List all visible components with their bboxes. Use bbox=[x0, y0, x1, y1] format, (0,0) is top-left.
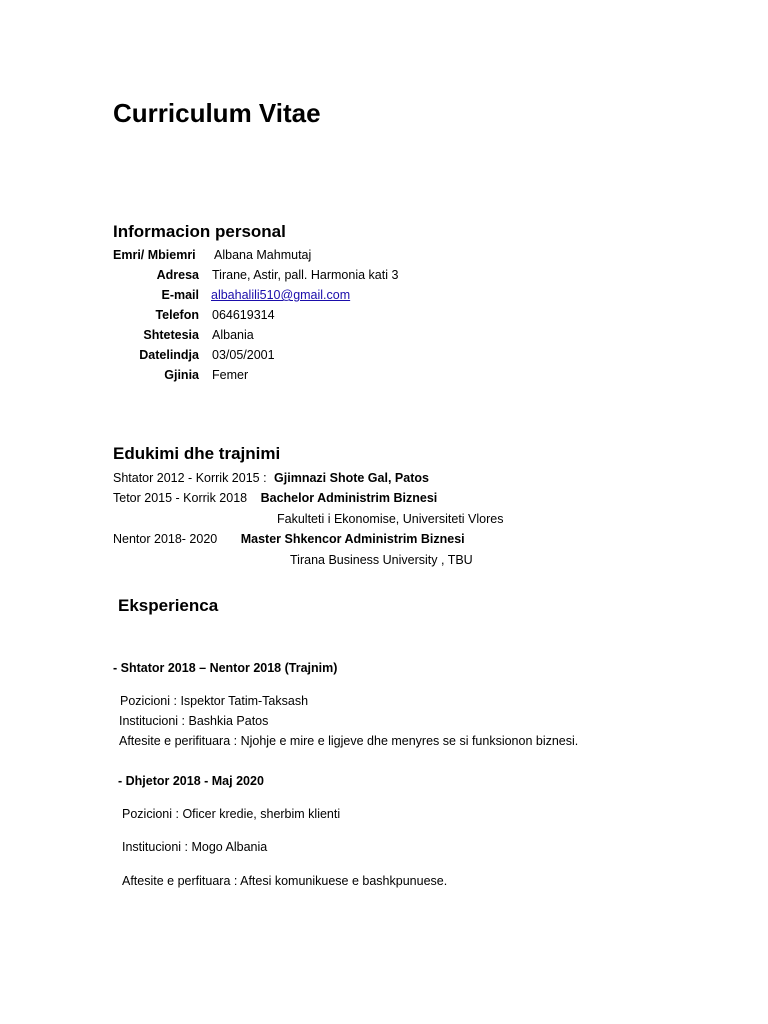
experience-heading: Eksperienca bbox=[118, 596, 219, 615]
education-degree: Gjimnazi Shote Gal, Patos bbox=[274, 471, 429, 485]
page-title: Curriculum Vitae bbox=[113, 98, 321, 128]
experience-skills: Aftesite e perfituara : Aftesi komunikuese e bashkpunuese. bbox=[122, 874, 448, 888]
education-institution: Tirana Business University , TBU bbox=[290, 553, 473, 567]
nationality-label: Shtetesia bbox=[143, 328, 199, 342]
education-entry-3 bbox=[113, 531, 465, 547]
education-degree: Bachelor Administrim Biznesi bbox=[260, 491, 438, 505]
education-entry-1 bbox=[113, 470, 429, 486]
email-link[interactable]: albahalili510@gmail.com bbox=[211, 288, 351, 302]
email-label: E-mail bbox=[161, 288, 199, 302]
experience-period: - Dhjetor 2018 - Maj 2020 bbox=[118, 774, 264, 788]
experience-skills: Aftesite e perifituara : Njohje e mire e ligjeve dhe menyres se si funksionon biznesi. bbox=[119, 734, 579, 748]
personal-info-heading: Informacion personal bbox=[113, 222, 286, 241]
experience-institution: Institucioni : Mogo Albania bbox=[122, 840, 268, 854]
education-institution: Fakulteti i Ekonomise, Universiteti Vlores bbox=[277, 512, 504, 526]
experience-position: Pozicioni : Oficer kredie, sherbim klienti bbox=[122, 807, 341, 821]
name-label: Emri/ Mbiemri bbox=[113, 248, 196, 262]
phone-label: Telefon bbox=[155, 308, 199, 322]
education-entry-2 bbox=[113, 490, 437, 506]
gender-value: Femer bbox=[212, 368, 249, 382]
experience-position: Pozicioni : Ispektor Tatim-Taksash bbox=[120, 694, 309, 708]
education-degree: Master Shkencor Administrim Biznesi bbox=[240, 532, 465, 546]
birthdate-value: 03/05/2001 bbox=[212, 348, 275, 362]
address-value: Tirane, Astir, pall. Harmonia kati 3 bbox=[212, 268, 399, 282]
nationality-value: Albania bbox=[212, 328, 254, 342]
education-dates: Nentor 2018- 2020 bbox=[113, 532, 218, 546]
name-value: Albana Mahmutaj bbox=[214, 248, 312, 262]
gender-label: Gjinia bbox=[164, 368, 199, 382]
birthdate-label: Datelindja bbox=[139, 348, 199, 362]
education-dates: Shtator 2012 - Korrik 2015 : bbox=[113, 471, 267, 485]
address-label: Adresa bbox=[156, 268, 199, 282]
experience-institution: Institucioni : Bashkia Patos bbox=[119, 714, 269, 728]
phone-value: 064619314 bbox=[212, 308, 275, 322]
experience-period: - Shtator 2018 – Nentor 2018 (Trajnim) bbox=[113, 661, 338, 675]
education-heading: Edukimi dhe trajnimi bbox=[113, 444, 281, 463]
education-dates: Tetor 2015 - Korrik 2018 bbox=[113, 491, 248, 505]
